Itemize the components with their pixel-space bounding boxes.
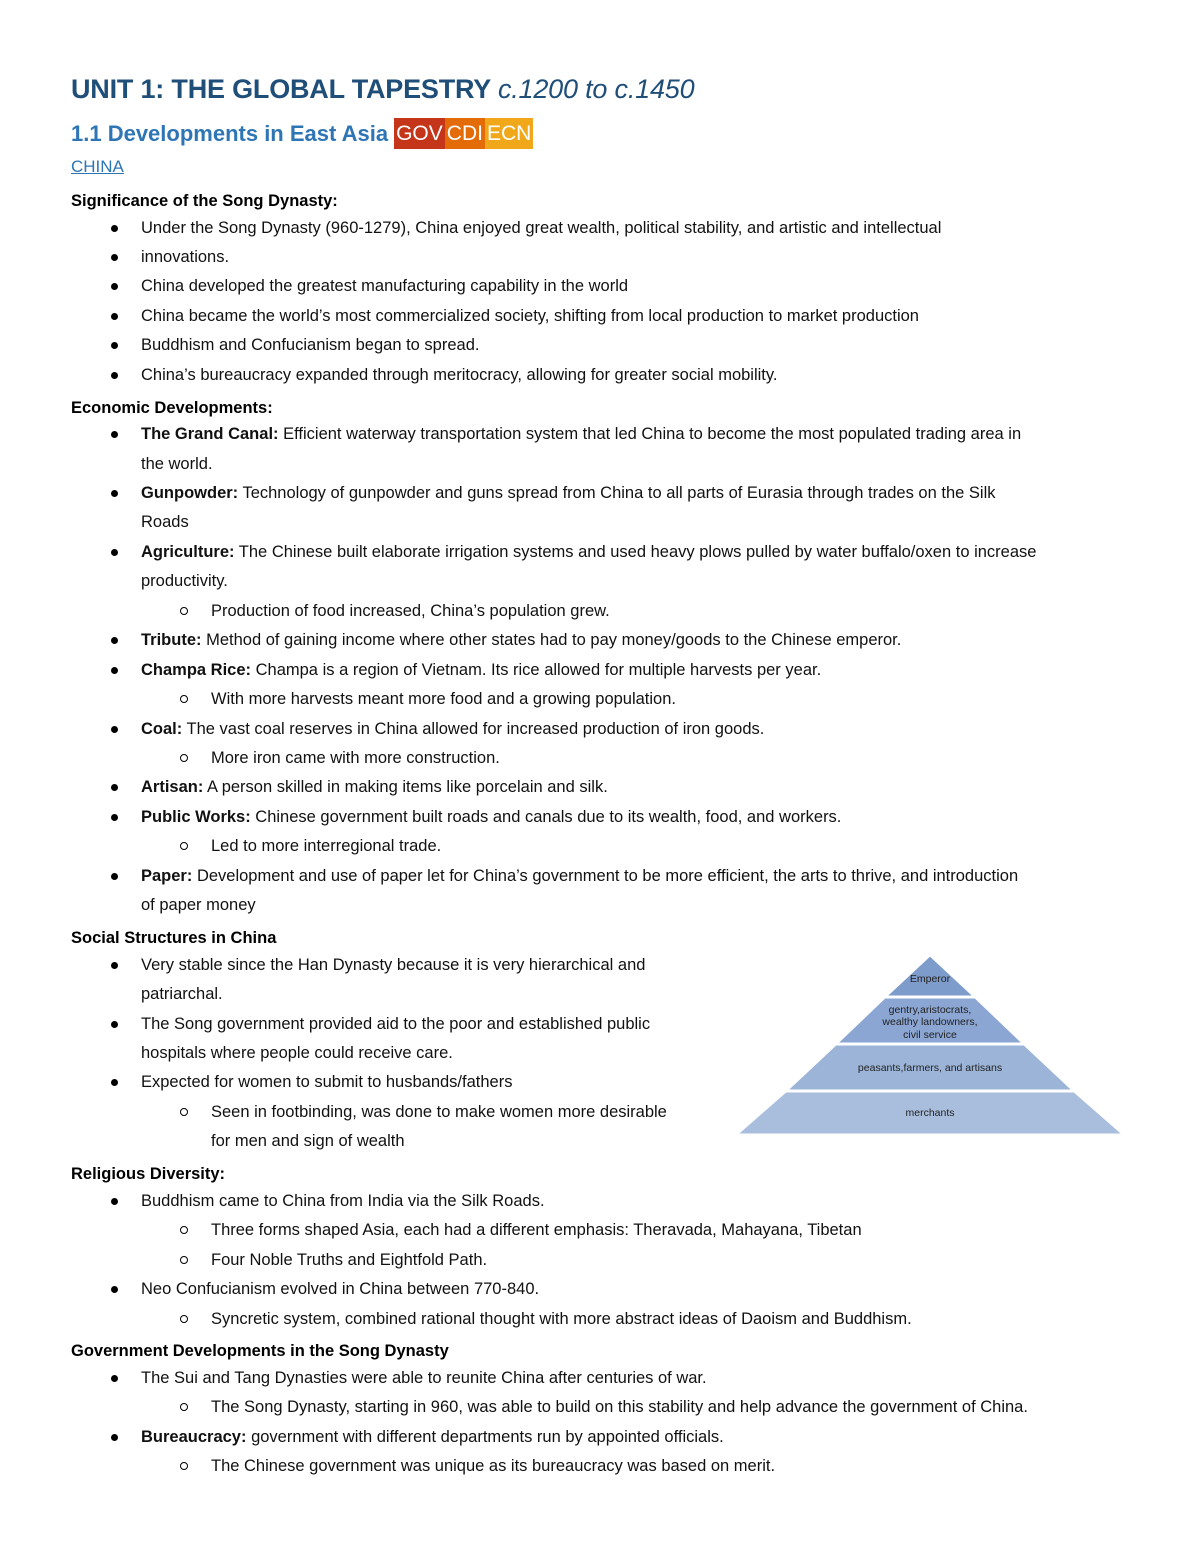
text-coal: The vast coal reserves in China allowed for increased production of iron goods. [182,720,765,738]
term-gunpowder: Gunpowder: [141,484,239,502]
bullet-song-3: China became the world’s most commercialized society, shifting from local production to market production [141,302,919,332]
section-title-text: 1.1 Developments in East Asia [71,120,389,146]
text-champa: Champa is a region of Vietnam. Its rice allowed for multiple harvests per year. [251,661,822,679]
bullet-song-1-cont-text: innovations. [141,248,230,266]
text-paper: Development and use of paper let for China’s government to be more efficient, the arts to thrive, and introduction [192,867,1019,885]
unit-title [71,74,694,105]
region-heading: CHINA [71,157,124,176]
bullet-agriculture-cont: productivity. [141,572,228,590]
pyramid-label-gentry-2: wealthy landowners, [882,1016,978,1028]
bullet-champa [141,656,821,686]
tag-gov: GOV [394,118,445,149]
sub-champa: With more harvests meant more food and a growing population. [211,685,676,715]
bullet-bureaucracy [141,1423,724,1453]
bullet-coal [141,715,764,745]
tag-cdi: CDI [445,118,485,149]
bullet-song-2: China developed the greatest manufacturing capability in the world [141,272,628,302]
heading-social: Social Structures in China [71,929,277,947]
text-artisan: A person skilled in making items like porcelain and silk. [203,778,608,796]
bullet-religious-1: Buddhism came to China from India via the Silk Roads. [141,1187,545,1217]
sub-government-merit: The Chinese government was unique as its bureaucracy was based on merit. [211,1452,775,1482]
social-hierarchy-pyramid [736,954,1124,1136]
bullet-public-works [141,803,841,833]
bullet-tribute [141,626,901,656]
sub-religious-truths: Four Noble Truths and Eightfold Path. [211,1246,487,1276]
pyramid-label-gentry-3: civil service [903,1029,957,1041]
bullet-social-2: The Song government provided aid to the poor and established public [141,1010,650,1040]
heading-religious: Religious Diversity: [71,1165,226,1183]
bullet-grand-canal-cont: the world. [141,455,213,473]
term-tribute: Tribute: [141,631,202,649]
bullet-song-5: China’s bureaucracy expanded through meritocracy, allowing for greater social mobility. [141,361,777,391]
bullet-artisan [141,773,608,803]
bullet-social-1: Very stable since the Han Dynasty because it is very hierarchical and [141,951,645,981]
term-champa: Champa Rice: [141,661,252,679]
bullet-agriculture [141,538,1036,568]
pyramid-label-gentry-1: gentry,aristocrats, [888,1004,972,1016]
term-public-works: Public Works: [141,808,251,826]
sub-government-song: The Song Dynasty, starting in 960, was able to build on this stability and help advance the government of China. [211,1393,1028,1423]
text-tribute: Method of gaining income where other states had to pay money/goods to the Chinese emperor. [201,631,902,649]
bullet-song-4: Buddhism and Confucianism began to spread. [141,331,479,361]
term-coal: Coal: [141,720,183,738]
text-agriculture: The Chinese built elaborate irrigation systems and used heavy plows pulled by water buffalo/oxen to increase [234,543,1037,561]
bullet-social-3: Expected for women to submit to husbands/fathers [141,1068,512,1098]
pyramid-label-emperor: Emperor [909,973,951,985]
bullet-gunpowder-cont: Roads [141,513,189,531]
bullet-religious-2: Neo Confucianism evolved in China between 770-840. [141,1275,539,1305]
term-grand-canal: The Grand Canal: [141,425,279,443]
sub-social-footbinding: Seen in footbinding, was done to make women more desirable [211,1098,667,1128]
sub-coal: More iron came with more construction. [211,744,500,774]
sub-religious-syncretic: Syncretic system, combined rational thought with more abstract ideas of Daoism and Buddhism. [211,1305,912,1335]
sub-religious-forms: Three forms shaped Asia, each had a different emphasis: Theravada, Mahayana, Tibetan [211,1216,862,1246]
bullet-social-2-cont: hospitals where people could receive care. [141,1044,453,1062]
term-bureaucracy: Bureaucracy: [141,1428,247,1446]
bullet-paper-cont: of paper money [141,896,256,914]
bullet-gunpowder [141,479,995,509]
unit-title-dates: c.1200 to c.1450 [497,74,695,104]
unit-title-main: UNIT 1: THE GLOBAL TAPESTRY [71,74,498,104]
text-grand-canal: Efficient waterway transportation system that led China to become the most populated trading area in [278,425,1022,443]
tag-ecn: ECN [485,118,533,149]
text-gunpowder: Technology of gunpowder and guns spread from China to all parts of Eurasia through trades on the Silk [238,484,996,502]
section-title [71,118,533,149]
heading-song: Significance of the Song Dynasty: [71,192,338,210]
pyramid-label-peasants: peasants,farmers, and artisans [857,1062,1003,1074]
bullet-government-1: The Sui and Tang Dynasties were able to reunite China after centuries of war. [141,1364,707,1394]
sub-agriculture: Production of food increased, China’s population grew. [211,597,610,627]
text-bureaucracy: government with different departments run by appointed officials. [246,1428,724,1446]
pyramid-label-merchants: merchants [905,1107,955,1119]
term-agriculture: Agriculture: [141,543,235,561]
bullet-song-1-cont [141,243,229,273]
bullet-social-1-cont: patriarchal. [141,985,223,1003]
term-artisan: Artisan: [141,778,204,796]
heading-economic: Economic Developments: [71,399,273,417]
text-public-works: Chinese government built roads and canals due to its wealth, food, and workers. [250,808,842,826]
term-paper: Paper: [141,867,193,885]
sub-public-works: Led to more interregional trade. [211,832,441,862]
sub-social-footbinding-cont: for men and sign of wealth [211,1132,405,1150]
bullet-grand-canal [141,420,1021,450]
heading-government: Government Developments in the Song Dynasty [71,1342,449,1360]
bullet-paper [141,862,1018,892]
bullet-song-1: Under the Song Dynasty (960-1279), China enjoyed great wealth, political stability, and artistic and intellectual [141,214,941,244]
